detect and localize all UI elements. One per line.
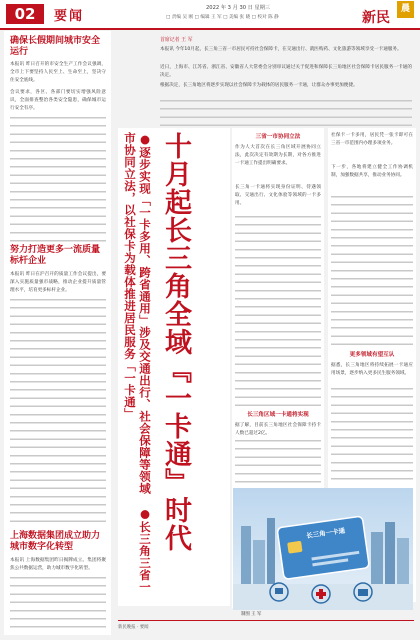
middle-paragraph-2: 长三角一卡通将实现身份证明、待遇领取、交通出行、文化体验等领域的一卡多用。: [235, 185, 321, 207]
building-6: [397, 538, 409, 586]
section-title: 要闻: [54, 9, 85, 24]
story3-body-lines: [10, 577, 106, 631]
page-footer: [118, 620, 414, 635]
middle-body-lines-2: [235, 440, 321, 486]
story2-body-lines: [10, 299, 106, 527]
logo-text: 新民: [362, 10, 390, 26]
left-column: [4, 31, 111, 635]
logo-badge: 晨: [397, 1, 414, 18]
building-4: [371, 532, 383, 586]
right-body-lines-2: [331, 388, 413, 484]
right-body-lines: [331, 196, 413, 346]
right-heading: 更多领域有望互认: [349, 352, 395, 358]
story1-body-lines: [10, 117, 106, 243]
right-paragraph-2: 下一步，各地将建立健全工作协调机制，加强数据共享，推动业务协同。: [331, 165, 413, 179]
feature-title: 十月起长三角全域『一卡通』时代: [160, 132, 191, 552]
story1-paragraph-1: 本报讯 昨日召开的市安全生产工作会议强调，全市上下要坚持人民至上、生命至上，坚决守住安全底线。: [10, 62, 106, 84]
byline: 首席记者 王 军: [160, 37, 193, 43]
newspaper-logo: [362, 1, 416, 27]
middle-heading: 三省一市协同立法: [255, 134, 301, 140]
lead-body-lines: [160, 100, 412, 126]
right-paragraph-1: 社保卡一卡多用，居民凭一张卡即可在三省一市范围内办理多项业务。: [331, 133, 413, 147]
lead-block: [160, 36, 412, 128]
story1-headline: 确保长假期间城市安全运行: [10, 36, 101, 57]
middle-paragraph-1: 作为人大首次在长三角区域开展协同立法，此次决定有效期为长期，对各方推进一卡通工作提出明确要求。: [235, 145, 321, 167]
social-security-card: [277, 516, 369, 579]
story2-paragraph-1: 本报讯 昨日在沪召开的质量工作会议提出，要深入实施质量强市战略，推动企业提升质量管理水平，培育更多标杆企业。: [10, 272, 106, 294]
story2-headline: 努力打造更多一流质量标杆企业: [10, 245, 101, 266]
footer-text: 新民晚报 · 要闻: [118, 625, 149, 630]
story1-paragraph-2: 会议要求，各区、各部门要切实增强风险意识，全面排查整治各类安全隐患，确保城市运行安全有序。: [10, 90, 106, 112]
building-2: [253, 540, 265, 586]
building-3: [267, 518, 275, 586]
middle-second-paragraph: 据了解，目前长三角地区社会保障卡持卡人数已超过2亿。: [235, 423, 321, 437]
editors-line: □ 责编 吴 刚 □ 编辑 王 军 □ 美编 张 晓 □ 校对 陈 静: [166, 15, 279, 20]
right-tail-paragraph: 据悉，长三角地区将持续拓展一卡通应用场景，逐步纳入更多民生服务领域。: [331, 363, 413, 377]
lead-paragraph-1: 本报讯 今年10月起，长三角三省一市居民可持社会保障卡，在交通出行、就医购药、文化旅游等领域享受一卡通服务。: [160, 47, 402, 52]
feature-title-column: [118, 128, 230, 606]
story3-paragraph-1: 本报讯 上海数据集团昨日揭牌成立。集团将聚焦公共数据运营，助力城市数字化转型。: [10, 558, 106, 572]
illustration-svg: [233, 488, 413, 610]
photo-credit: 制图 王 军: [241, 612, 262, 617]
story3-headline: 上海数据集团成立助力城市数字化转型: [10, 531, 101, 552]
lead-paragraph-3: 根据决定，长三角地区将逐步实现以社会保障卡为载体的居民服务一卡通，让群众办事更加便捷。: [160, 83, 358, 88]
lead-paragraph-2: 近日，上海市、江苏省、浙江省、安徽省人大常委会分别审议通过关于促进和保障长三角地区社会保障卡居民服务一卡通的决定。: [160, 65, 412, 79]
bus-icon-body: [275, 588, 283, 594]
museum-icon-body: [358, 589, 368, 596]
card-label: 长三角一卡通: [305, 526, 346, 540]
page-number: 02: [6, 4, 44, 24]
building-5: [385, 522, 395, 586]
date-line: 2022 年 3 月 30 日 星期三: [206, 5, 271, 11]
hospital-cross-h: [316, 592, 326, 596]
feature-illustration: [233, 488, 413, 610]
building-1: [241, 526, 251, 586]
middle-second-heading: 长三角区域一卡通将实现: [247, 412, 309, 418]
masthead: [0, 0, 420, 30]
middle-body-lines: [235, 216, 321, 406]
feature-subtitle: ●逐步实现「一卡多用、跨省通用」涉及交通出行、社会保障等领域 ●长三角三省一市协同立法，以社保卡为载体推进居民服务「一卡通」: [123, 132, 152, 593]
